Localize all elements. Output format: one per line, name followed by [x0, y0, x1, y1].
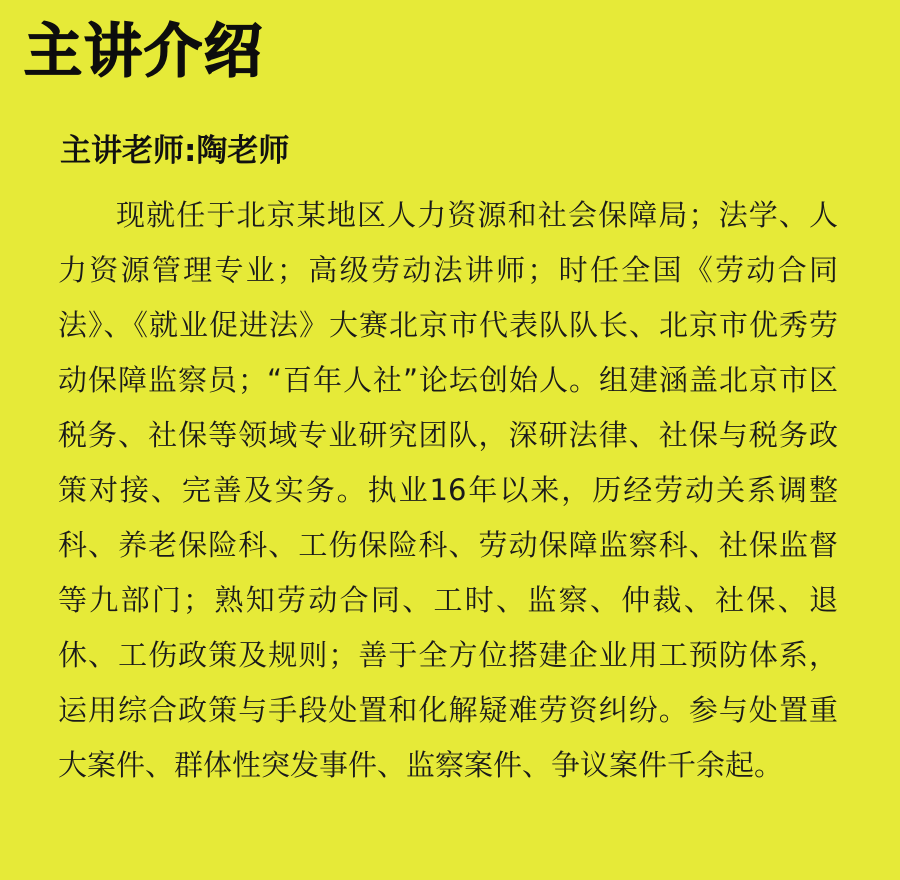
lecturer-bio-paragraph: 现就任于北京某地区人力资源和社会保障局；法学、人力资源管理专业；高级劳动法讲师；时任全国《劳动合同法》、《就业促进法》大赛北京市代表队队长、北京市优秀劳动保障监察员；“百年人社”论坛创始人。组建涵盖北京市区税务、社保等领域专业研究团队，深研法律、社保与税务政策对接、完善及实务。执业16年以来，历经劳动关系调整科、养老保险科、工伤保险科、劳动保障监察科、社保监督等九部门；熟知劳动合同、工时、监察、仲裁、社保、退休、工伤政策及规则；善于全方位搭建企业用工预防体系，运用综合政策与手段处置和化解疑难劳资纠纷。参与处置重大案件、群体性突发事件、监察案件、争议案件千余起。 — [58, 198, 838, 782]
section-title: 主讲介绍 — [24, 17, 265, 85]
lecturer-name-heading: 主讲老师:陶老师 — [60, 133, 290, 169]
